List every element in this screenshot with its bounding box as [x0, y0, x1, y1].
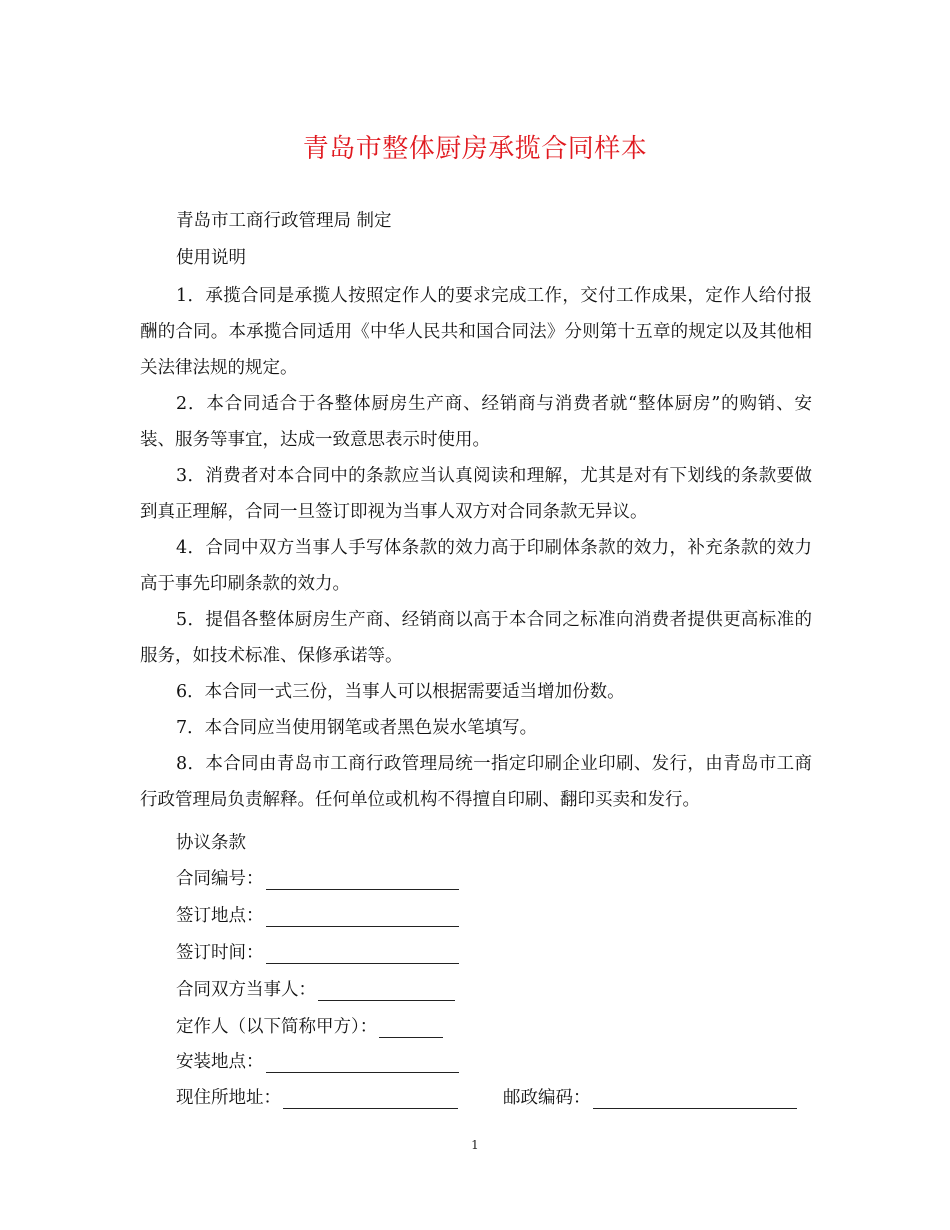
parties-label: 合同双方当事人：: [176, 980, 316, 1000]
address-blank: [283, 1090, 458, 1109]
sign-time-field: [176, 939, 459, 964]
postcode-label: 邮政编码：: [503, 1088, 591, 1108]
install-place-label: 安装地点：: [176, 1052, 264, 1072]
instruction-3: 3．消费者对本合同中的条款应当认真阅读和理解，尤其是对有下划线的条款要做到真正理解，合同一旦签订即视为当事人双方对合同条款无异议。: [140, 466, 812, 522]
sign-place-blank: [266, 908, 459, 927]
sign-time-blank: [266, 945, 459, 964]
party-a-field: [176, 1013, 443, 1038]
address-field: [176, 1084, 458, 1109]
party-a-blank: [379, 1019, 443, 1038]
instruction-5: 5．提倡各整体厨房生产商、经销商以高于本合同之标准向消费者提供更高标准的服务，如技术标准、保修承诺等。: [140, 610, 812, 666]
address-label: 现住所地址：: [176, 1088, 281, 1108]
instruction-7: 7．本合同应当使用钢笔或者黑色炭水笔填写。: [176, 718, 538, 738]
sign-time-label: 签订时间：: [176, 943, 264, 963]
parties-blank: [318, 982, 455, 1001]
postcode-field: [503, 1084, 797, 1109]
contract-number-label: 合同编号：: [176, 869, 264, 889]
install-place-blank: [266, 1054, 459, 1073]
issuer-line: 青岛市工商行政管理局 制定: [176, 211, 392, 231]
instruction-4: 4．合同中双方当事人手写体条款的效力高于印刷体条款的效力，补充条款的效力高于事先印刷条款的效力。: [140, 538, 812, 594]
postcode-blank: [593, 1090, 797, 1109]
contract-number-blank: [266, 871, 459, 890]
agreement-heading: 协议条款: [176, 833, 246, 853]
party-a-label: 定作人（以下简称甲方）：: [176, 1017, 378, 1037]
usage-heading: 使用说明: [176, 248, 246, 268]
sign-place-label: 签订地点：: [176, 906, 264, 926]
install-place-field: [176, 1048, 459, 1073]
contract-number-field: [176, 865, 459, 890]
instruction-1: 1．承揽合同是承揽人按照定作人的要求完成工作，交付工作成果，定作人给付报酬的合同。本承揽合同适用《中华人民共和国合同法》分则第十五章的规定以及其他相关法律法规的规定。: [140, 286, 812, 378]
page-number: 1: [471, 1138, 479, 1152]
parties-field: [176, 976, 455, 1001]
instruction-6: 6．本合同一式三份，当事人可以根据需要适当增加份数。: [176, 682, 625, 702]
instruction-8: 8．本合同由青岛市工商行政管理局统一指定印刷企业印刷、发行，由青岛市工商行政管理局负责解释。任何单位或机构不得擅自印刷、翻印买卖和发行。: [140, 754, 812, 810]
document-title: 青岛市整体厨房承揽合同样本: [302, 134, 648, 164]
sign-place-field: [176, 902, 459, 927]
instruction-2: 2．本合同适合于各整体厨房生产商、经销商与消费者就“整体厨房”的购销、安装、服务等事宜，达成一致意思表示时使用。: [140, 394, 812, 450]
